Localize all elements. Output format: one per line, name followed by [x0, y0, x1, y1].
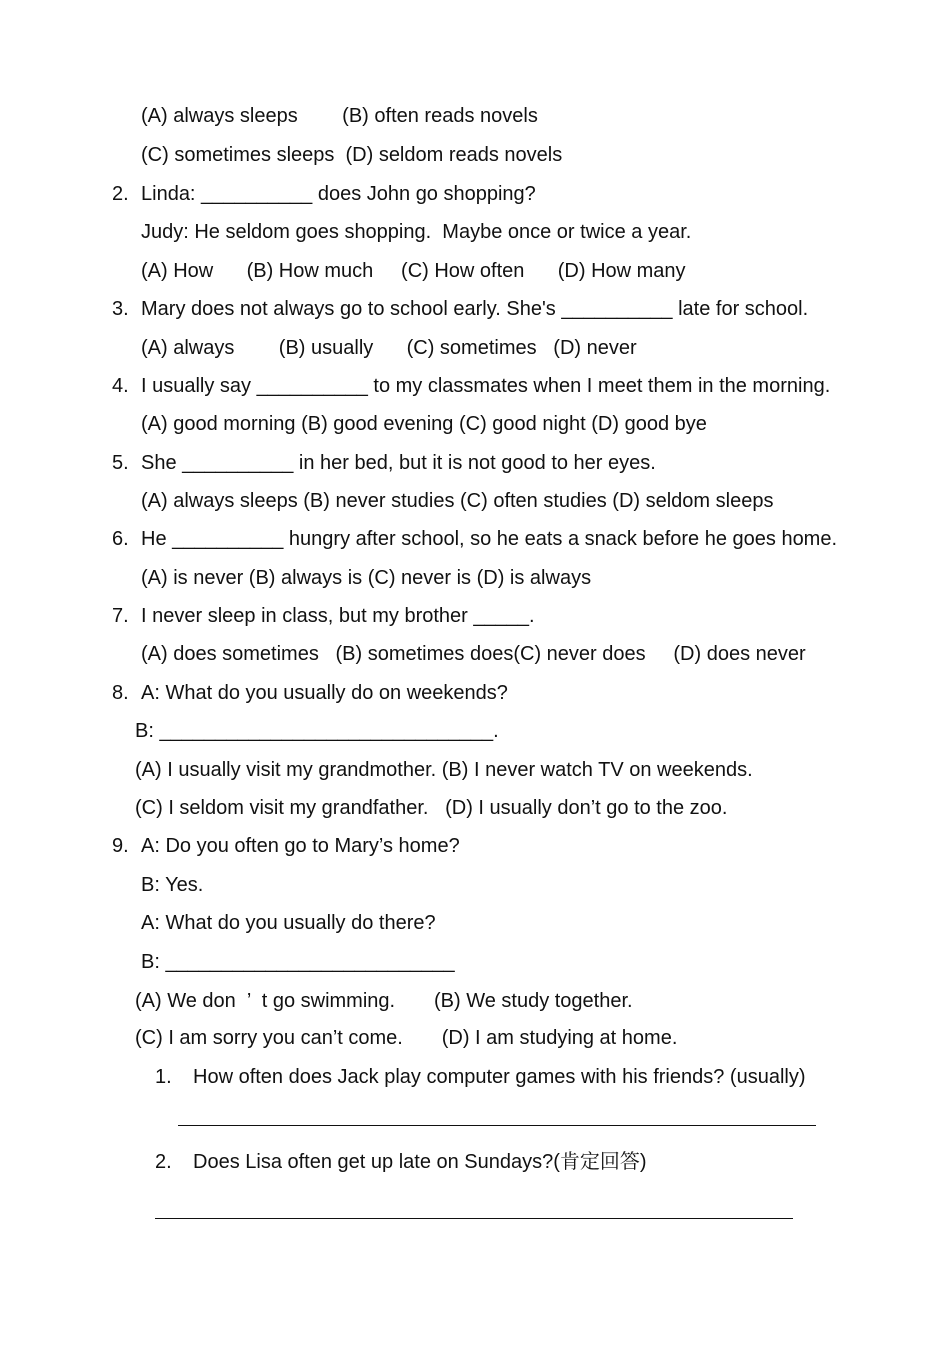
q8-text: A: What do you usually do on weekends? [141, 682, 508, 704]
q6-text: He __________ hungry after school, so he eats a snack before he goes home. [141, 528, 838, 550]
q7-text: I never sleep in class, but my brother _____. [141, 605, 535, 627]
q8-options-line-1: (A) I usually visit my grandmother. (B) I never watch TV on weekends. [135, 759, 753, 781]
question-number: 8. [112, 682, 129, 704]
q3-text: Mary does not always go to school early. She's __________ late for school. [141, 298, 809, 320]
q9-dialogue-1: B: Yes. [141, 874, 204, 896]
q5-text: She __________ in her bed, but it is not good to her eyes. [141, 452, 656, 474]
question-number: 9. [112, 835, 129, 857]
q5-options: (A) always sleeps (B) never studies (C) often studies (D) seldom sleeps [141, 490, 774, 512]
q9-options-line-1: (A) We don ’ t go swimming. (B) We study together. [135, 990, 633, 1012]
q4-options: (A) good morning (B) good evening (C) good night (D) good bye [141, 413, 707, 435]
q7-options: (A) does sometimes (B) sometimes does(C) never does (D) does never [141, 643, 806, 665]
q8-options-line-2: (C) I seldom visit my grandfather. (D) I usually don’t go to the zoo. [135, 797, 728, 819]
q9-text: A: Do you often go to Mary’s home? [141, 835, 460, 857]
writing-question-1: How often does Jack play computer games with his friends? (usually) [193, 1066, 806, 1088]
answer-line-1 [178, 1125, 816, 1126]
question-number: 4. [112, 375, 129, 397]
question-number: 3. [112, 298, 129, 320]
q2-dialogue: Judy: He seldom goes shopping. Maybe once or twice a year. [141, 221, 692, 243]
q1-options-line-1: (A) always sleeps (B) often reads novels [141, 105, 538, 127]
q4-text: I usually say __________ to my classmates when I meet them in the morning. [141, 375, 831, 397]
q9-options-line-2: (C) I am sorry you can’t come. (D) I am studying at home. [135, 1027, 678, 1049]
writing-question-2: Does Lisa often get up late on Sundays?(肯定回答) [193, 1151, 647, 1173]
writing-number: 1. [155, 1066, 172, 1088]
question-number: 2. [112, 183, 129, 205]
q8-answer-blank: B: ______________________________. [135, 720, 499, 742]
q9-answer-blank: B: __________________________ [141, 951, 455, 973]
writing-number: 2. [155, 1151, 172, 1173]
question-number: 5. [112, 452, 129, 474]
question-number: 7. [112, 605, 129, 627]
q6-options: (A) is never (B) always is (C) never is (D) is always [141, 567, 592, 589]
q2-options: (A) How (B) How much (C) How often (D) How many [141, 260, 686, 282]
q9-dialogue-2: A: What do you usually do there? [141, 912, 436, 934]
q2-text: Linda: __________ does John go shopping? [141, 183, 536, 205]
question-number: 6. [112, 528, 129, 550]
answer-line-2 [155, 1218, 793, 1219]
q3-options: (A) always (B) usually (C) sometimes (D) never [141, 337, 637, 359]
q1-options-line-2: (C) sometimes sleeps (D) seldom reads novels [141, 144, 563, 166]
